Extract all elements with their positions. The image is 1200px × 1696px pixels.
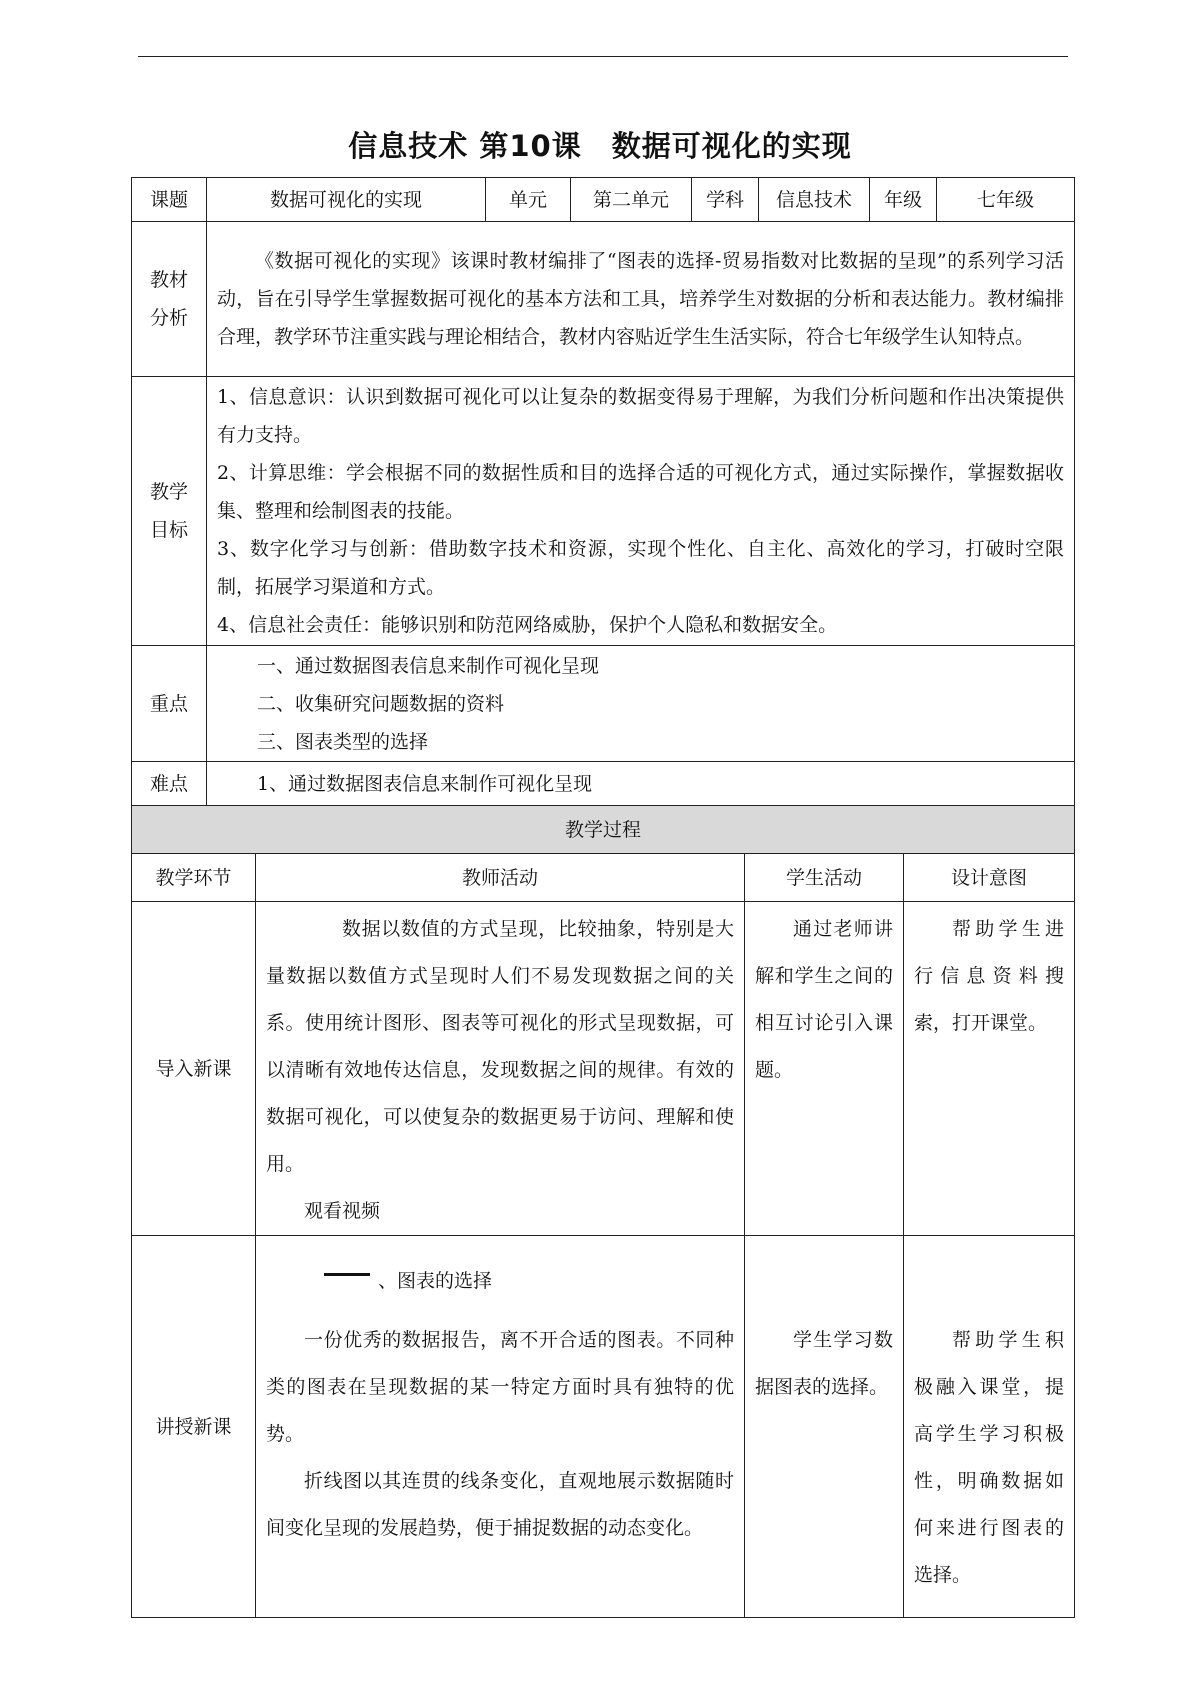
column-header: 教学环节 [132,854,256,902]
difficulty-label: 难点 [132,762,207,806]
teacher-activity-cell [256,1236,745,1618]
unit-label: 单元 [486,178,571,222]
goals-content [207,377,1075,646]
goal-item: 1、信息意识：认识到数据可视化可以让复杂的数据变得易于理解，为我们分析问题和作出决策提供有力支持。 [217,386,1064,446]
section-number-mark [324,1273,370,1276]
topic-value: 数据可视化的实现 [207,178,486,222]
analysis-text: 《数据可视化的实现》该课时教材编排了“图表的选择-贸易指数对比数据的呈现”的系列学习活动，旨在引导学生掌握数据可视化的基本方法和工具，培养学生对数据的分析和表达能力。教材编排合理，教学环节注重实践与理论相结合，教材内容贴近学生生活实际，符合七年级学生认知特点。 [207,222,1075,377]
column-header: 设计意图 [904,854,1075,902]
design-intent-cell: 帮助学生进行信息资料搜索，打开课堂。 [904,902,1075,1236]
subject-label: 学科 [692,178,759,222]
teacher-paragraph: 一份优秀的数据报告，离不开合适的图表。不同种类的图表在呈现数据的某一特定方面时具有独特的优势。 [266,1329,734,1445]
subject-value: 信息技术 [759,178,870,222]
student-activity-cell: 通过老师讲解和学生之间的相互讨论引入课题。 [745,902,904,1236]
key-point-item: 三、图表类型的选择 [257,730,429,753]
teacher-activity-cell [256,902,745,1236]
column-header: 教师活动 [256,854,745,902]
design-intent-cell: 帮助学生积极融入课堂，提高学生学习积极性，明确数据如何来进行图表的选择。 [904,1236,1075,1618]
process-header: 教学过程 [132,806,1075,854]
difficulty-text: 1、通过数据图表信息来制作可视化呈现 [207,762,1075,806]
teacher-paragraph: 数据以数值的方式呈现，比较抽象，特别是大量数据以数值方式呈现时人们不易发现数据之间的关系。使用统计图形、图表等可视化的形式呈现数据，可以清晰有效地传达信息，发现数据之间的规律。有效的数据可视化，可以使复杂的数据更易于访问、理解和使用。 [266,918,734,1175]
goal-item: 2、计算思维：学会根据不同的数据性质和目的选择合适的可视化方式，通过实际操作，掌握数据收集、整理和绘制图表的技能。 [217,462,1064,522]
analysis-label: 教材分析 [132,222,207,377]
teacher-paragraph: 折线图以其连贯的线条变化，直观地展示数据随时间变化呈现的发展趋势，便于捕捉数据的动态变化。 [266,1470,734,1539]
goal-item: 4、信息社会责任：能够识别和防范网络威胁，保护个人隐私和数据安全。 [217,614,838,636]
key-point-item: 二、收集研究问题数据的资料 [257,692,505,715]
column-header: 学生活动 [745,854,904,902]
key-points-content [207,646,1075,762]
key-point-item: 一、通过数据图表信息来制作可视化呈现 [257,654,600,677]
table-row [132,902,1075,1236]
lesson-info-table [131,177,1075,806]
unit-value: 第二单元 [571,178,692,222]
header-rule [138,56,1068,57]
key-points-label: 重点 [132,646,207,762]
goal-item: 3、数字化学习与创新：借助数字技术和资源，实现个性化、自主化、高效化的学习，打破时空限制，拓展学习渠道和方式。 [217,538,1064,598]
student-activity-cell: 学生学习数据图表的选择。 [745,1236,904,1618]
grade-value: 七年级 [937,178,1075,222]
teaching-process-table [131,805,1075,1618]
grade-label: 年级 [870,178,937,222]
table-row [132,1236,1075,1618]
teacher-paragraph: 观看视频 [304,1200,381,1222]
goals-label: 教学目标 [132,377,207,646]
page-title: 信息技术 第10课 数据可视化的实现 [348,129,852,163]
section-heading: 、图表的选择 [378,1270,493,1292]
topic-label: 课题 [132,178,207,222]
stage-cell: 讲授新课 [132,1236,256,1618]
stage-cell: 导入新课 [132,902,256,1236]
